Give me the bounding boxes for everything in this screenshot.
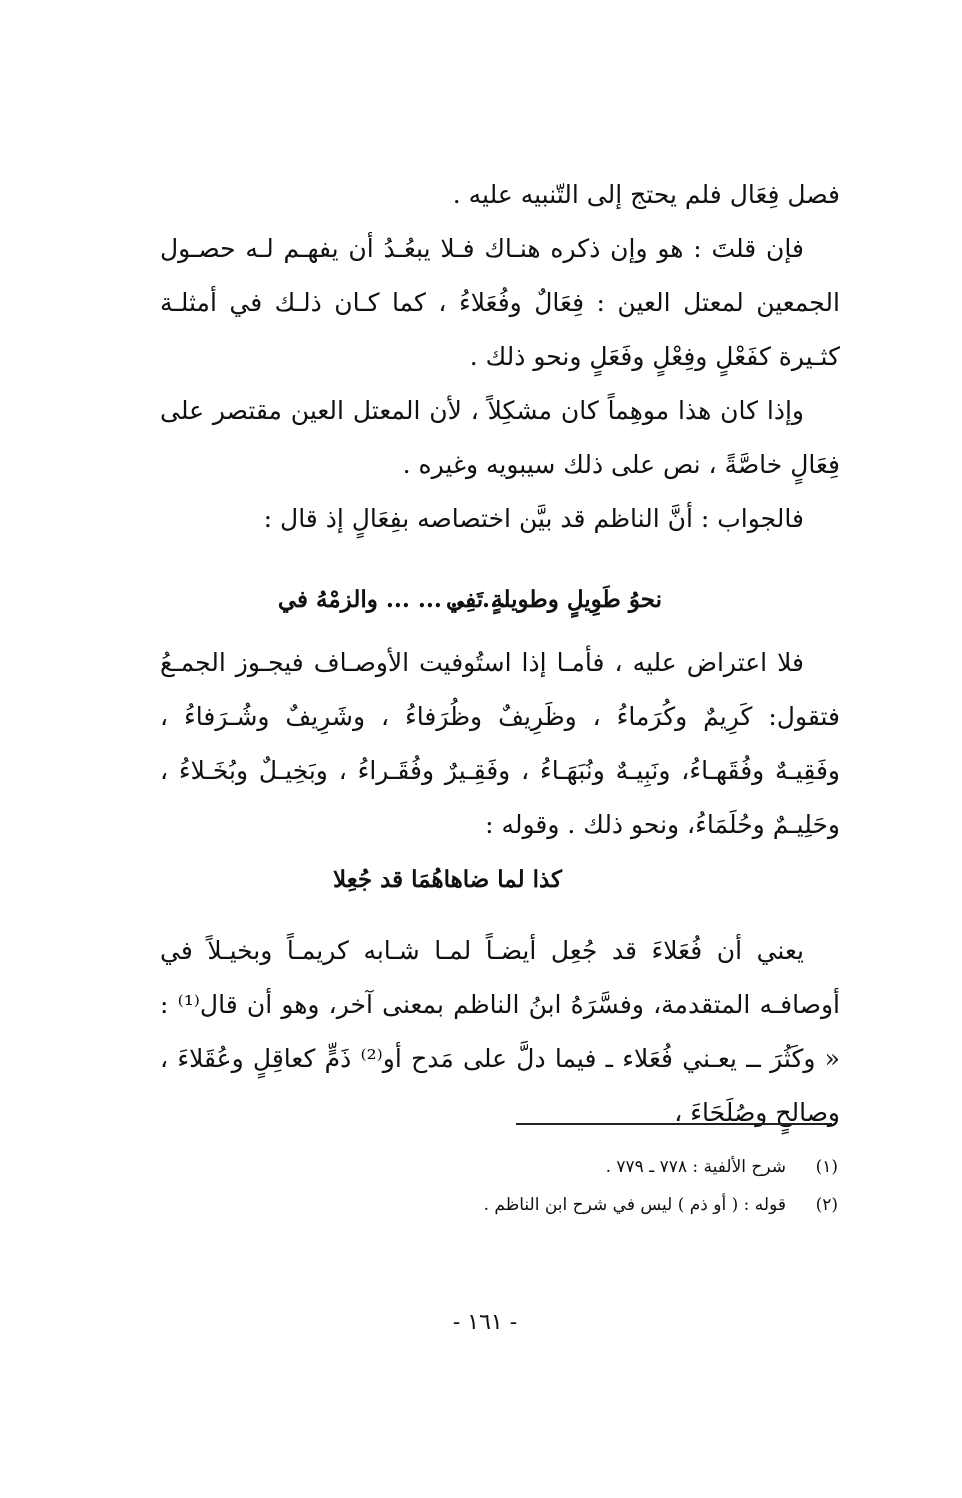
footnote-2-text: قوله : ( أو ذم ) ليس في شرح ابن الناظم .: [483, 1195, 786, 1215]
paragraph: فإن قلتَ : هو وإن ذكره هنـاك فـلا يبعُـدُ أن يفهـم لـه حصـول الجمعين لمعتل العين : فِعَالٌ وفُعَلاءُ ، كما كـان ذلـك في أمثلـة كثـيرة كفَعْلٍ وفِعْلٍ وفَعَلٍ ونحو ذلك .: [160, 234, 840, 371]
verse-left-hemistich: نحوُ طَوِيلٍ وطويلةٍ تَفِي: [445, 586, 662, 613]
verse-line-2: كذا لما ضاهاهُمَا قد جُعِلا: [333, 866, 562, 893]
footnote-1-number: (١): [815, 1157, 838, 1177]
footnote-1: [380, 1148, 838, 1186]
paragraph: فصل فِعَال فلم يحتج إلى التّنبيه عليه .: [452, 180, 840, 209]
paragraph: فلا اعتراض عليه ، فأمـا إذا استُوفيت الأوصـاف فيجـوز الجمـعُ فتقول: كَرِيمٌ وكُرَماءُ ، وظَرِيفٌ وظُرَفاءُ ، وشَرِيفٌ وشُـرَفاءُ ، وفَقِيـهٌ وفُقَهـاءُ، ونَبِيـهٌ ونُبَهَـاءُ ، وفَقِـيرٌ وفُقَـراءُ ، وبَخِيـلٌ وبُخَـلاءُ ، وحَلِيـمٌ وحُلَمَاءُ، ونحو ذلك . وقوله :: [160, 648, 840, 839]
paragraph: يعني أن فُعَلاءَ قد جُعِل أيضـاً لمـا شـابه كريمـاً وبخيـلاً في أوصافـه المتقدمة، وفسَّرَهُ ابنُ الناظم بمعنى آخر، وهو أن قال⁽¹⁾ : « وكَثُرَ ــ يعـني فُعَلاء ـ فيما دلَّ على مَدح أو⁽²⁾ ذَمٍّ كعاقِلٍ وعُقَلاءَ ، وصالحٍ وصُلَحَاءَ ،: [160, 936, 840, 1127]
paragraph: وإذا كان هذا موهِماً كان مشكِلاً ، لأن المعتل العين مقتصر على فِعَالٍ خاصَّةً ، نص على ذلك سيبويه وغيره .: [160, 396, 840, 479]
verse-right-hemistich: ... ... ... ... والزمْهُ في: [277, 586, 506, 613]
footnote-2: [380, 1186, 838, 1224]
main-text-block-2: [160, 636, 840, 852]
page-number: - ١٦١ -: [452, 1310, 518, 1335]
footnote-separator: [516, 1123, 832, 1125]
main-text-block-1: [160, 168, 840, 546]
paragraph: فالجواب : أنَّ الناظم قد بيَّن اختصاصه بفِعَالٍ إذ قال :: [263, 504, 804, 533]
main-text-block-3: [160, 924, 840, 1140]
footnote-2-number: (٢): [815, 1195, 838, 1215]
footnotes: [380, 1148, 838, 1224]
footnote-1-text: شرح الألفية : ٧٧٨ ـ ٧٧٩ .: [605, 1157, 786, 1177]
